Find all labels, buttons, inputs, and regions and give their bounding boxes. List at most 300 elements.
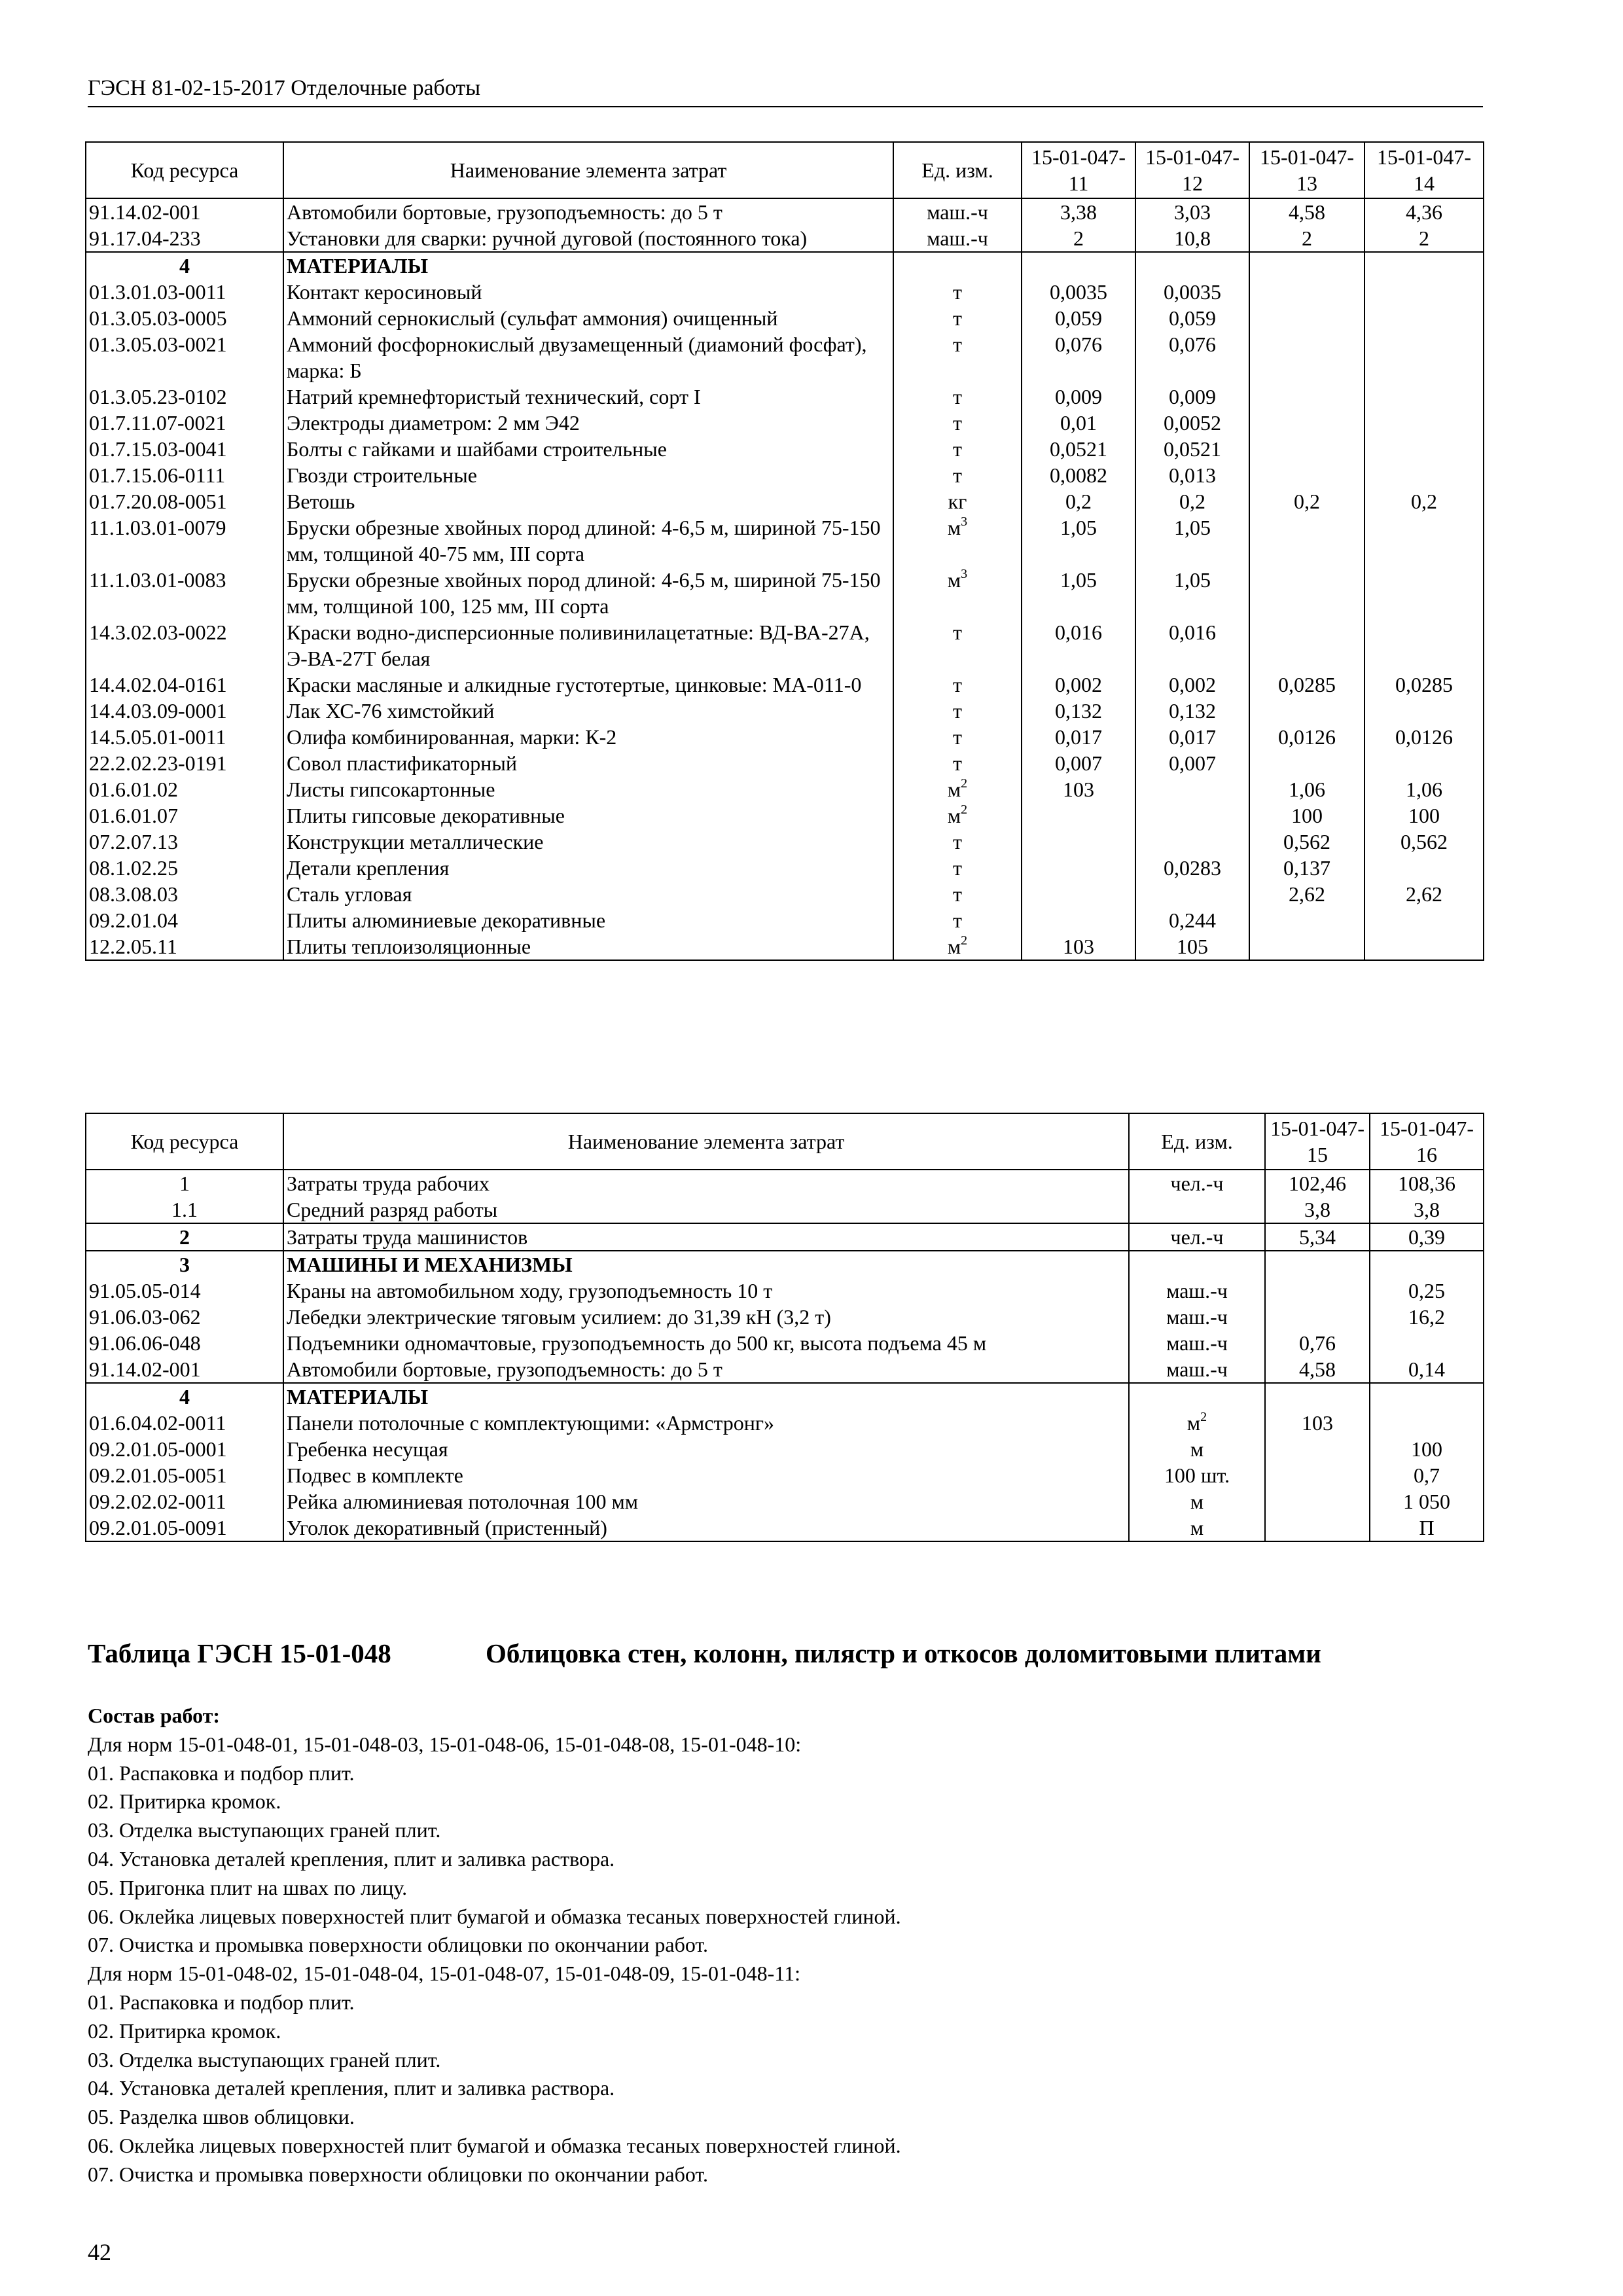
resource-code: 01.6.01.02 (86, 776, 283, 802)
resource-name: Автомобили бортовые, грузоподъемность: до 5 т (283, 1356, 1129, 1383)
norm-value (1249, 567, 1364, 619)
header-col-11: 15-01-047-11 (1022, 142, 1135, 198)
work-step-line: Для норм 15-01-048-02, 15-01-048-04, 15-01-048-07, 15-01-048-09, 15-01-048-11: (88, 1962, 800, 1986)
norm-value (1364, 855, 1484, 881)
norm-value (1135, 776, 1249, 802)
norm-value (1022, 802, 1135, 829)
resource-unit (1129, 1251, 1265, 1278)
norm-value: 108,36 (1370, 1170, 1484, 1196)
resource-name: Плиты гипсовые декоративные (283, 802, 893, 829)
unit-text: м (947, 516, 961, 539)
resource-name: Панели потолочные с комплектующими: «Армстронг» (283, 1410, 1129, 1436)
norm-value (1364, 252, 1484, 279)
resource-unit (893, 488, 1022, 514)
resource-name: Краны на автомобильном ходу, грузоподъемность 10 т (283, 1278, 1129, 1304)
unit-text: кг (948, 490, 967, 513)
unit-text: т (953, 725, 962, 749)
resource-unit (893, 672, 1022, 698)
norm-value (1364, 933, 1484, 960)
unit-text: т (953, 463, 962, 487)
norm-value (1364, 567, 1484, 619)
table-row-group (86, 1170, 1484, 1223)
resource-name: МАШИНЫ И МЕХАНИЗМЫ (283, 1251, 1129, 1278)
norm-value (1249, 436, 1364, 462)
norm-value (1265, 1488, 1370, 1515)
norm-value: 0,009 (1135, 384, 1249, 410)
norm-value (1249, 514, 1364, 567)
work-step-line: 07. Очистка и промывка поверхности облицовки по окончании работ. (88, 1933, 708, 1957)
norm-value (1249, 619, 1364, 672)
resource-code: 91.06.03-062 (86, 1304, 283, 1330)
table-row (86, 1170, 1484, 1196)
resource-unit (1129, 1383, 1265, 1410)
resource-unit (893, 279, 1022, 305)
resource-code: 11.1.03.01-0083 (86, 567, 283, 619)
section-row (86, 252, 1484, 279)
resource-code: 09.2.01.05-0001 (86, 1436, 283, 1462)
table-row (86, 1410, 1484, 1436)
resource-code: 2 (86, 1223, 283, 1251)
resource-unit (1129, 1330, 1265, 1356)
unit-exponent: 2 (961, 933, 968, 948)
norm-value: 100 (1364, 802, 1484, 829)
resource-code: 09.2.01.04 (86, 907, 283, 933)
page-number: 42 (88, 2239, 111, 2265)
norm-value: 0,2 (1022, 488, 1135, 514)
resource-code: 1.1 (86, 1196, 283, 1223)
norm-value: 103 (1022, 933, 1135, 960)
norm-value (1249, 750, 1364, 776)
norm-value (1249, 907, 1364, 933)
table-row (86, 1515, 1484, 1541)
norm-value (1364, 698, 1484, 724)
norm-value: 0,009 (1022, 384, 1135, 410)
resource-unit (893, 698, 1022, 724)
unit-text: м (1186, 1411, 1201, 1435)
unit-text: м (947, 935, 961, 958)
work-step-line: 02. Притирка кромок. (88, 1789, 281, 1814)
resource-unit (893, 829, 1022, 855)
unit-text: т (953, 280, 962, 304)
resource-unit (1129, 1488, 1265, 1515)
norm-value: 0,0082 (1022, 462, 1135, 488)
norm-value (1370, 1410, 1484, 1436)
norm-value (1265, 1278, 1370, 1304)
norm-value (1364, 436, 1484, 462)
norm-value: 0,132 (1022, 698, 1135, 724)
work-step-line: Для норм 15-01-048-01, 15-01-048-03, 15-01-048-06, 15-01-048-08, 15-01-048-10: (88, 1732, 802, 1756)
table-row (86, 855, 1484, 881)
resource-name: Бруски обрезные хвойных пород длиной: 4-6,5 м, шириной 75-150 мм, толщиной 40-75 мм, III сорта (283, 514, 893, 567)
norm-value: 16,2 (1370, 1304, 1484, 1330)
unit-text: т (953, 332, 962, 356)
norm-value (1364, 384, 1484, 410)
resource-unit (893, 802, 1022, 829)
resource-unit (893, 750, 1022, 776)
norm-value: 2,62 (1364, 881, 1484, 907)
unit-exponent: 2 (961, 776, 968, 791)
resource-unit (1129, 1356, 1265, 1383)
resource-name: Подъемники одномачтовые, грузоподъемность до 500 кг, высота подъема 45 м (283, 1330, 1129, 1356)
header-unit: Ед. изм. (893, 142, 1022, 198)
norm-value: 0,76 (1265, 1330, 1370, 1356)
table-row (86, 567, 1484, 619)
resource-code: 08.3.08.03 (86, 881, 283, 907)
norm-value (1249, 462, 1364, 488)
unit-text: т (953, 908, 962, 932)
table-row (86, 436, 1484, 462)
header-name: Наименование элемента затрат (283, 1113, 1129, 1170)
norm-value (1249, 279, 1364, 305)
resource-code: 09.2.01.05-0091 (86, 1515, 283, 1541)
resource-code: 91.17.04-233 (86, 225, 283, 252)
resource-code: 07.2.07.13 (86, 829, 283, 855)
norm-value: 1,05 (1135, 567, 1249, 619)
work-composition-lines (88, 1731, 901, 2189)
resource-code: 09.2.02.02-0011 (86, 1488, 283, 1515)
work-step-line: 07. Очистка и промывка поверхности облицовки по окончании работ. (88, 2162, 708, 2186)
work-step-line: 05. Пригонка плит на швах по лицу. (88, 1875, 408, 1899)
unit-exponent: 3 (961, 514, 968, 529)
resource-name: Плиты теплоизоляционные (283, 933, 893, 960)
resource-name: Затраты труда рабочих (283, 1170, 1129, 1196)
resource-code: 01.7.15.06-0111 (86, 462, 283, 488)
norm-value: 2 (1022, 225, 1135, 252)
resource-unit (893, 384, 1022, 410)
norm-value: 5,34 (1265, 1223, 1370, 1251)
resource-unit (893, 514, 1022, 567)
norm-value (1265, 1462, 1370, 1488)
norm-value: 0,132 (1135, 698, 1249, 724)
norm-value: 0,14 (1370, 1356, 1484, 1383)
norm-value (1249, 305, 1364, 331)
resource-name: Плиты алюминиевые декоративные (283, 907, 893, 933)
table-row-group (86, 1383, 1484, 1541)
resource-code: 11.1.03.01-0079 (86, 514, 283, 567)
norm-value: 1,06 (1249, 776, 1364, 802)
norm-value: 0,39 (1370, 1223, 1484, 1251)
running-header: ГЭСН 81-02-15-2017 Отделочные работы (88, 76, 481, 100)
table-row (86, 698, 1484, 724)
norm-value: 0,562 (1364, 829, 1484, 855)
table-row-group (86, 1223, 1484, 1251)
norm-value: 0,0521 (1135, 436, 1249, 462)
norm-value: 0,25 (1370, 1278, 1484, 1304)
resource-unit (893, 252, 1022, 279)
norm-value (1249, 384, 1364, 410)
resource-code: 91.14.02-001 (86, 1356, 283, 1383)
norm-value (1364, 619, 1484, 672)
table-row (86, 488, 1484, 514)
norm-value: 0,2 (1249, 488, 1364, 514)
work-step-line: 06. Оклейка лицевых поверхностей плит бумагой и обмазка тесаных поверхностей глиной. (88, 2133, 901, 2157)
norm-value (1135, 252, 1249, 279)
resource-code: 3 (86, 1251, 283, 1278)
work-step-line: 03. Отделка выступающих граней плит. (88, 2047, 441, 2072)
unit-text: т (953, 437, 962, 461)
table-row (86, 1304, 1484, 1330)
resource-name: Аммоний сернокислый (сульфат аммония) очищенный (283, 305, 893, 331)
norm-value (1364, 462, 1484, 488)
norm-value (1364, 750, 1484, 776)
resource-code: 91.06.06-048 (86, 1330, 283, 1356)
resource-code: 01.7.15.03-0041 (86, 436, 283, 462)
work-composition (88, 1702, 901, 2189)
table-row (86, 776, 1484, 802)
header-col-12: 15-01-047-12 (1135, 142, 1249, 198)
unit-text: маш.-ч (1166, 1305, 1228, 1329)
norm-value (1022, 829, 1135, 855)
resource-code: 01.3.05.23-0102 (86, 384, 283, 410)
norm-value: 0,0285 (1364, 672, 1484, 698)
resource-name: Затраты труда машинистов (283, 1223, 1129, 1251)
header-rule (88, 106, 1483, 107)
norm-value: 102,46 (1265, 1170, 1370, 1196)
resource-code: 01.3.05.03-0021 (86, 331, 283, 384)
work-step-line: 04. Установка деталей крепления, плит и заливка раствора. (88, 1846, 615, 1871)
resource-name: Контакт керосиновый (283, 279, 893, 305)
unit-text: 100 шт. (1164, 1463, 1230, 1487)
resource-code: 14.4.02.04-0161 (86, 672, 283, 698)
unit-text: м (947, 804, 961, 827)
work-step-line: 02. Притирка кромок. (88, 2018, 281, 2043)
table-row (86, 1356, 1484, 1383)
resource-name: Лак ХС-76 химстойкий (283, 698, 893, 724)
resource-code: 14.3.02.03-0022 (86, 619, 283, 672)
resource-unit (893, 198, 1022, 225)
table-row (86, 1462, 1484, 1488)
unit-text: м (947, 778, 961, 801)
table-row (86, 514, 1484, 567)
table-row (86, 1196, 1484, 1223)
norm-value (1370, 1330, 1484, 1356)
norm-value: 1,05 (1022, 567, 1135, 619)
header-name: Наименование элемента затрат (283, 142, 893, 198)
table-row (86, 1330, 1484, 1356)
norm-value (1265, 1304, 1370, 1330)
table-row (86, 672, 1484, 698)
norm-value: 100 (1249, 802, 1364, 829)
unit-text: маш.-ч (1166, 1357, 1228, 1381)
header-col-15: 15-01-047-15 (1265, 1113, 1370, 1170)
resource-unit (1129, 1515, 1265, 1541)
norm-value: 0,002 (1022, 672, 1135, 698)
norm-value: 3,03 (1135, 198, 1249, 225)
work-step-line: 03. Отделка выступающих граней плит. (88, 1818, 441, 1842)
table-row (86, 225, 1484, 252)
norm-value: 1,05 (1135, 514, 1249, 567)
norm-value: 2,62 (1249, 881, 1364, 907)
resource-name: Лебедки электрические тяговым усилием: до 31,39 кН (3,2 т) (283, 1304, 1129, 1330)
norm-value: 1,06 (1364, 776, 1484, 802)
unit-text: м (1190, 1516, 1204, 1539)
norm-value: 4,58 (1249, 198, 1364, 225)
unit-text: т (953, 385, 962, 408)
resource-code: 91.05.05-014 (86, 1278, 283, 1304)
norm-value: 1 050 (1370, 1488, 1484, 1515)
work-composition-caption: Состав работ: (88, 1704, 221, 1727)
resource-name: Автомобили бортовые, грузоподъемность: до 5 т (283, 198, 893, 225)
unit-text: маш.-ч (927, 226, 988, 250)
norm-value: 0,0126 (1364, 724, 1484, 750)
table-row (86, 750, 1484, 776)
norm-value: 0,076 (1022, 331, 1135, 384)
norm-value: П (1370, 1515, 1484, 1541)
table-row (86, 462, 1484, 488)
norm-value: 0,007 (1135, 750, 1249, 776)
norm-value: 0,059 (1022, 305, 1135, 331)
resource-name: Гвозди строительные (283, 462, 893, 488)
table-header-row (86, 1113, 1484, 1170)
resource-name: Листы гипсокартонные (283, 776, 893, 802)
unit-text: т (953, 856, 962, 880)
section-row (86, 1251, 1484, 1278)
table-row-group (86, 1251, 1484, 1383)
norm-value (1364, 279, 1484, 305)
unit-text: т (953, 699, 962, 723)
unit-text: м (947, 568, 961, 592)
table-row (86, 198, 1484, 225)
norm-value: 3,8 (1265, 1196, 1370, 1223)
norm-value (1249, 410, 1364, 436)
resource-unit (1129, 1170, 1265, 1196)
table-title (88, 1638, 1321, 1669)
resource-code: 01.3.05.03-0005 (86, 305, 283, 331)
resource-unit (1129, 1436, 1265, 1462)
unit-exponent: 2 (961, 802, 968, 817)
resource-unit (893, 436, 1022, 462)
section-row (86, 1223, 1484, 1251)
norm-value: 0,0052 (1135, 410, 1249, 436)
norm-value: 0,0126 (1249, 724, 1364, 750)
norm-value: 4,36 (1364, 198, 1484, 225)
table-row (86, 384, 1484, 410)
norm-value: 2 (1364, 225, 1484, 252)
section-row (86, 1383, 1484, 1410)
table-row (86, 619, 1484, 672)
resource-unit (893, 855, 1022, 881)
norm-value: 105 (1135, 933, 1249, 960)
resource-unit (893, 462, 1022, 488)
table-row (86, 1278, 1484, 1304)
resource-unit (893, 881, 1022, 907)
table-title-number: Таблица ГЭСН 15-01-048 (88, 1638, 391, 1668)
resource-code: 4 (86, 1383, 283, 1410)
resource-code: 01.7.11.07-0021 (86, 410, 283, 436)
resource-name: Уголок декоративный (пристенный) (283, 1515, 1129, 1541)
norm-value: 0,0283 (1135, 855, 1249, 881)
resource-unit (893, 619, 1022, 672)
norm-value: 0,017 (1022, 724, 1135, 750)
unit-text: т (953, 306, 962, 330)
norm-value: 0,2 (1364, 488, 1484, 514)
work-step-line: 04. Установка деталей крепления, плит и заливка раствора. (88, 2076, 615, 2100)
resource-code: 14.5.05.01-0011 (86, 724, 283, 750)
work-step-line: 01. Распаковка и подбор плит. (88, 1761, 355, 1785)
resource-unit (1129, 1462, 1265, 1488)
resource-code: 22.2.02.23-0191 (86, 750, 283, 776)
unit-text: т (953, 882, 962, 906)
norm-value: 100 (1370, 1436, 1484, 1462)
norm-value: 0,01 (1022, 410, 1135, 436)
unit-text: т (953, 411, 962, 435)
resource-unit (893, 567, 1022, 619)
norm-value (1249, 933, 1364, 960)
resource-name: Бруски обрезные хвойных пород длиной: 4-6,5 м, шириной 75-150 мм, толщиной 100, 125 мм, III сорта (283, 567, 893, 619)
norm-value: 0,017 (1135, 724, 1249, 750)
norm-value: 0,7 (1370, 1462, 1484, 1488)
resource-name: Аммоний фосфорнокислый двузамещенный (диамоний фосфат), марка: Б (283, 331, 893, 384)
work-step-line: 05. Разделка швов облицовки. (88, 2105, 355, 2129)
resource-name: Краски водно-дисперсионные поливинилацетатные: ВД-ВА-27А, Э-ВА-27Т белая (283, 619, 893, 672)
norm-value (1249, 252, 1364, 279)
resource-table-2 (85, 1113, 1484, 1542)
unit-text: т (953, 620, 962, 644)
norm-value (1022, 881, 1135, 907)
norm-value (1364, 410, 1484, 436)
unit-text: маш.-ч (1166, 1331, 1228, 1355)
resource-unit (893, 907, 1022, 933)
norm-value (1249, 698, 1364, 724)
resource-name: Краски масляные и алкидные густотертые, цинковые: МА-011-0 (283, 672, 893, 698)
table-row (86, 933, 1484, 960)
norm-value (1364, 305, 1484, 331)
resource-name: МАТЕРИАЛЫ (283, 1383, 1129, 1410)
norm-value: 0,016 (1135, 619, 1249, 672)
resource-name: Детали крепления (283, 855, 893, 881)
resource-name: Электроды диаметром: 2 мм Э42 (283, 410, 893, 436)
norm-value: 103 (1265, 1410, 1370, 1436)
table-row-group (86, 252, 1484, 960)
norm-value: 0,007 (1022, 750, 1135, 776)
unit-text: чел.-ч (1170, 1225, 1224, 1249)
resource-unit (893, 776, 1022, 802)
resource-code: 01.6.01.07 (86, 802, 283, 829)
header-code: Код ресурса (86, 1113, 283, 1170)
header-col-13: 15-01-047-13 (1249, 142, 1364, 198)
resource-name: Рейка алюминиевая потолочная 100 мм (283, 1488, 1129, 1515)
resource-name: МАТЕРИАЛЫ (283, 252, 893, 279)
table-row (86, 907, 1484, 933)
norm-value: 0,562 (1249, 829, 1364, 855)
resource-code: 12.2.05.11 (86, 933, 283, 960)
header-col-14: 15-01-047-14 (1364, 142, 1484, 198)
table-title-text: Облицовка стен, колонн, пилястр и откосов доломитовыми плитами (486, 1638, 1321, 1668)
resource-unit (1129, 1410, 1265, 1436)
norm-value (1364, 514, 1484, 567)
norm-value: 0,016 (1022, 619, 1135, 672)
norm-value: 0,2 (1135, 488, 1249, 514)
norm-value (1135, 802, 1249, 829)
table-header-row (86, 142, 1484, 198)
table-row (86, 1488, 1484, 1515)
table-row-group (86, 198, 1484, 252)
work-step-line: 06. Оклейка лицевых поверхностей плит бумагой и обмазка тесаных поверхностей глиной. (88, 1904, 901, 1928)
norm-value: 103 (1022, 776, 1135, 802)
resource-code: 01.7.20.08-0051 (86, 488, 283, 514)
resource-name: Натрий кремнефтористый технический, сорт I (283, 384, 893, 410)
resource-name: Установки для сварки: ручной дуговой (постоянного тока) (283, 225, 893, 252)
norm-value: 10,8 (1135, 225, 1249, 252)
resource-name: Подвес в комплекте (283, 1462, 1129, 1488)
norm-value (1135, 881, 1249, 907)
resource-name: Болты с гайками и шайбами строительные (283, 436, 893, 462)
table-row (86, 802, 1484, 829)
table-row (86, 829, 1484, 855)
table-row (86, 410, 1484, 436)
norm-value: 0,076 (1135, 331, 1249, 384)
norm-value (1022, 855, 1135, 881)
